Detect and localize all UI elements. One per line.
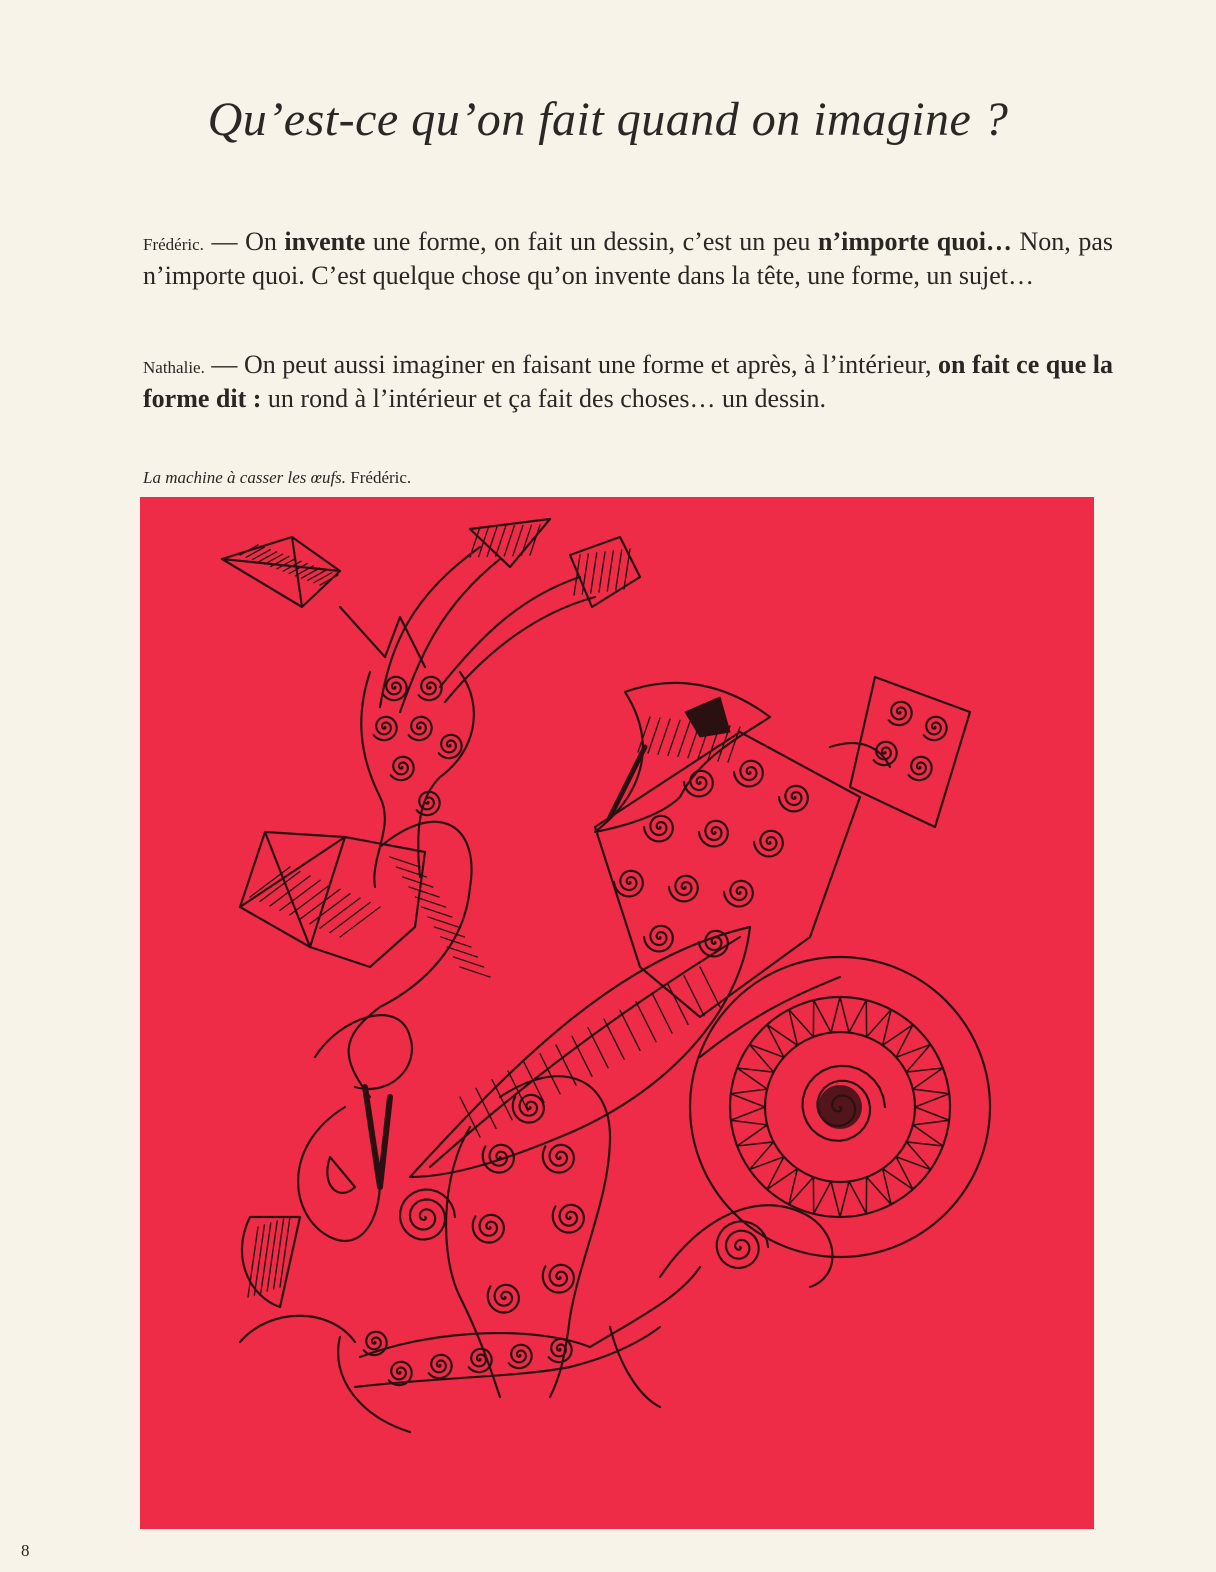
speaker-name: Nathalie. — [143, 358, 205, 377]
text-segment: un rond à l’intérieur et ça fait des choses… un dessin. — [261, 384, 827, 413]
spiral-doodle — [779, 786, 808, 812]
spiral-doodle — [734, 761, 763, 787]
spiral-doodle — [644, 816, 673, 842]
text-segment: une forme, on fait un dessin, c’est un peu — [365, 227, 818, 256]
spiral-doodle — [889, 702, 912, 725]
spiral-doodle — [909, 757, 932, 780]
box-shape-doodle — [240, 832, 425, 967]
flag-hatching-doodle — [470, 525, 540, 557]
spiral-doodle — [429, 1355, 452, 1378]
dialogue-paragraph-nathalie — [143, 349, 1113, 414]
column-outline-doodle — [418, 672, 474, 877]
spiral-doodle — [874, 742, 897, 765]
caption-author: Frédéric. — [346, 468, 412, 487]
flame-shape-doodle — [298, 1107, 380, 1241]
spiral-doodle — [699, 821, 728, 847]
dash: — — [204, 350, 244, 379]
spiral-doodle — [644, 926, 673, 952]
child-drawing-artwork — [140, 497, 1094, 1529]
flag-shape-doodle — [570, 537, 640, 607]
stem-line-doodle — [440, 577, 580, 687]
diamond-shape-doodle — [850, 677, 970, 827]
column-outline-doodle — [500, 1076, 610, 1397]
dark-block-doodle — [685, 697, 730, 737]
chain-outline-doodle — [360, 1267, 700, 1357]
drawing-svg — [140, 497, 1094, 1529]
dialogue-paragraph-frederic — [143, 226, 1113, 291]
spiral-doodle — [614, 871, 643, 897]
flag-shape-doodle — [470, 519, 550, 567]
curve-doodle — [240, 1316, 355, 1342]
page-number: 8 — [21, 1541, 30, 1560]
spiral-doodle — [754, 831, 783, 857]
page-title: Qu’est-ce qu’on fait quand on imagine ? — [207, 93, 1009, 146]
leaf-hatching-doodle — [460, 967, 720, 1137]
chain-outline-doodle — [355, 1327, 660, 1387]
spiral-doodle — [419, 677, 442, 700]
spiral-doodle — [391, 757, 414, 780]
curl-doodle — [660, 1205, 833, 1287]
text-segment: On peut aussi imaginer en faisant une forme et après, à l’intérieur, — [243, 350, 939, 379]
spiral-doodle — [509, 1345, 532, 1368]
spiral-doodle — [543, 1145, 574, 1173]
spiral-doodle — [553, 1205, 584, 1233]
spiral-doodle — [724, 881, 753, 907]
text-segment: On — [245, 227, 285, 256]
figure-caption — [143, 468, 411, 488]
lens-hatching-doodle — [248, 1217, 290, 1297]
dash: — — [203, 227, 246, 256]
spiral-doodle — [409, 717, 432, 740]
spiral-doodle — [374, 717, 397, 740]
spiral-doodle — [513, 1095, 544, 1123]
curve-doodle — [610, 1327, 660, 1407]
bold-text: on fait ce que la forme dit : — [143, 350, 1114, 413]
dark-stroke-doodle — [365, 1087, 390, 1187]
spiral-doodle — [669, 876, 698, 902]
flame-inner-doodle — [327, 1157, 355, 1193]
caption-title: La machine à casser les œufs. — [143, 468, 347, 487]
spiral-doodle — [384, 677, 407, 700]
bold-text: n’importe quoi… — [818, 227, 1012, 256]
spiral-doodle — [488, 1285, 519, 1313]
bold-text: invente — [284, 227, 366, 256]
leaf-vein-doodle — [430, 937, 740, 1167]
spiral-doodle — [473, 1215, 504, 1243]
spiral-doodle — [924, 717, 947, 740]
box-hatching-doodle — [250, 867, 380, 937]
spiral-doodle — [483, 1145, 514, 1173]
spiral-doodle — [549, 1339, 572, 1362]
text-segment: Non, pas n’importe quoi. C’est quelque chose qu’on invente dans la tête, une forme, un sujet… — [143, 227, 1114, 290]
spiral-doodle — [439, 735, 462, 758]
speaker-name: Frédéric. — [143, 235, 204, 254]
loop-doodle — [315, 1015, 412, 1089]
spiral-doodle — [717, 1221, 768, 1268]
spiral-doodle — [543, 1265, 574, 1293]
